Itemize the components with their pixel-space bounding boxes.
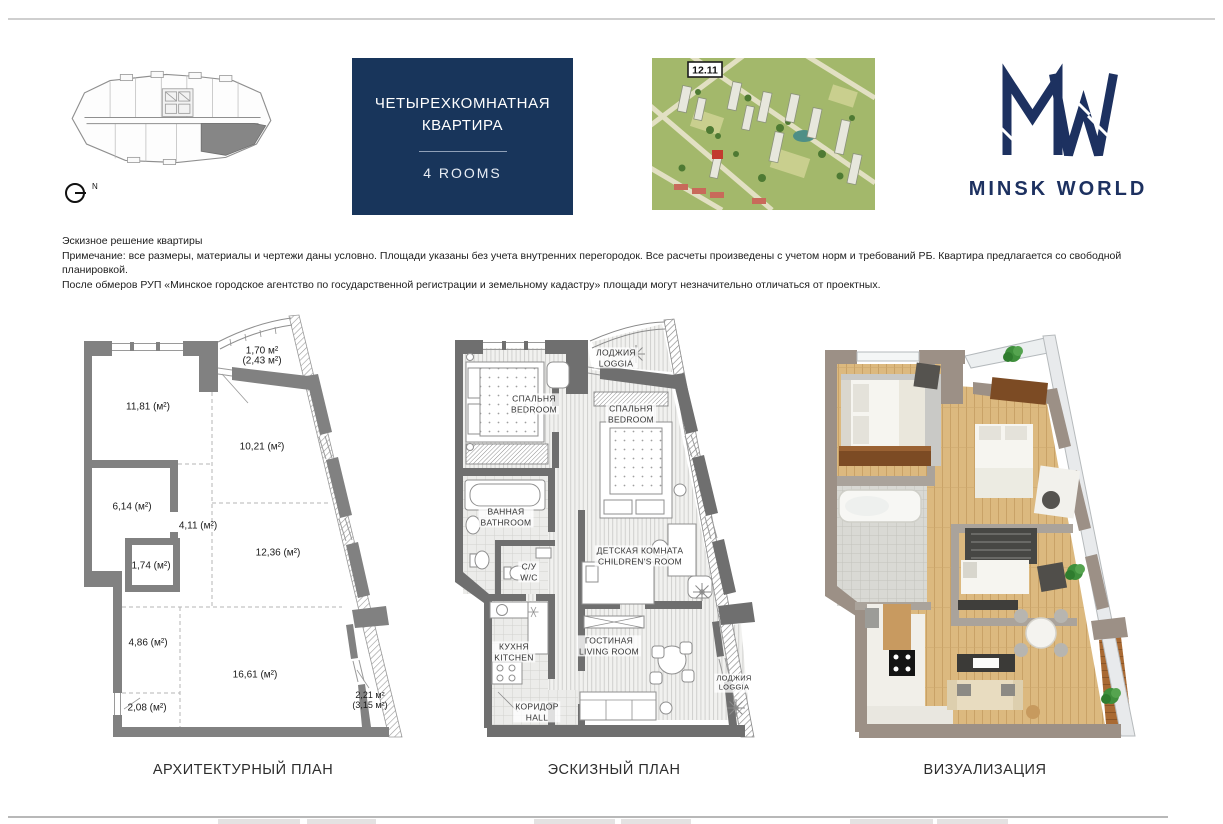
apartment-type-ru-line2: КВАРТИРА [421, 117, 504, 134]
brand-name: MINSK WORLD [968, 178, 1148, 200]
room-label-living: ГОСТИНАЯ LIVING ROOM [579, 635, 639, 656]
brand-logo [958, 62, 1158, 212]
bottom-thumbnail[interactable] [218, 819, 300, 824]
architectural-plan [70, 310, 420, 750]
room-label-hall: КОРИДОР HALL [515, 701, 559, 722]
disclaimer-line1: Эскизное решение квартиры [62, 235, 203, 247]
caption-visualization: ВИЗУАЛИЗАЦИЯ [923, 762, 1047, 778]
area-label-hall2: 4,86 (м²) [128, 637, 168, 649]
mw-monogram-icon [998, 62, 1118, 167]
north-arrow [64, 180, 98, 206]
apartment-type-ru-line1: ЧЕТЫРЕХКОМНАТНАЯ [374, 94, 551, 112]
sketch-plan [440, 310, 770, 750]
area-label-loggia-right-a: 2,21 м² [355, 690, 385, 700]
area-label-room3: 6,14 (м²) [112, 501, 152, 513]
building-key-plan-drawing [64, 62, 279, 177]
area-label-room5: 16,61 (м²) [232, 669, 278, 681]
area-label-room2: 10,21 (м²) [239, 441, 285, 453]
visualization-drawing [815, 328, 1155, 743]
disclaimer-line2: Примечание: все размеры, материалы и чертежи даны условно. Площади указаны без учета внутренних перегородок. Все расчеты произведены с учетом норм и требований РБ. Квартира предлагается со свободной планировкой. [62, 249, 1122, 276]
complex-aerial-view [652, 58, 875, 210]
bottom-thumbnail[interactable] [850, 819, 933, 824]
title-divider [419, 151, 507, 152]
top-divider [8, 18, 1215, 20]
area-label-loggia-top-b: (2,43 м²) [242, 355, 282, 367]
floor-key-plan [64, 62, 279, 210]
bottom-divider [8, 816, 1168, 818]
area-label-hall3: 2,08 (м²) [127, 702, 167, 714]
caption-sketch-plan: ЭСКИЗНЫЙ ПЛАН [547, 762, 681, 778]
room-label-loggia-top: ЛОДЖИЯ LOGGIA [596, 347, 636, 368]
area-label-room1: 11,81 (м²) [126, 401, 170, 413]
room-label-children: ДЕТСКАЯ КОМНАТА CHILDREN'S ROOM [596, 545, 684, 566]
north-label: N [92, 182, 98, 191]
room-label-wc: С/У W/C [520, 561, 538, 582]
area-label-hall1: 4,11 (м²) [178, 520, 218, 532]
room-label-kitchen: КУХНЯ KITCHEN [494, 641, 534, 662]
disclaimer [62, 234, 1167, 292]
aerial-render-image [652, 58, 875, 210]
area-label-room4: 12,36 (м²) [255, 547, 301, 559]
area-label-loggia-top-a: 1,70 м² [245, 345, 279, 357]
architectural-plan-drawing [70, 310, 420, 750]
bottom-thumbnail[interactable] [307, 819, 376, 824]
bottom-thumbnail[interactable] [937, 819, 1008, 824]
area-label-loggia-right-b: (3,15 м²) [352, 700, 388, 710]
room-label-bathroom: ВАННАЯ BATHROOM [480, 506, 532, 527]
bottom-thumbnail[interactable] [621, 819, 691, 824]
visualization-render [815, 328, 1155, 743]
room-label-bedroom1: СПАЛЬНЯ BEDROOM [510, 393, 558, 414]
room-label-bedroom2: СПАЛЬНЯ BEDROOM [607, 403, 655, 424]
highlighted-apartment [201, 124, 266, 156]
area-label-closet: 1,74 (м²) [131, 560, 171, 572]
bottom-thumbnail[interactable] [534, 819, 615, 824]
caption-architectural-plan: АРХИТЕКТУРНЫЙ ПЛАН [152, 762, 334, 778]
apartment-title-card [352, 58, 573, 215]
north-arrow-icon [64, 180, 90, 206]
disclaimer-line3: После обмеров РУП «Минское городское агентство по государственной регистрации и земельному кадастру» площади могут незначительно отличаться от проектных. [62, 278, 881, 291]
svg-text:12.11: 12.11 [692, 64, 718, 77]
building-number-tag [688, 62, 722, 77]
room-label-loggia-bottom: ЛОДЖИЯ LOGGIA [716, 673, 752, 692]
apartment-type-en: 4 ROOMS [423, 164, 502, 181]
